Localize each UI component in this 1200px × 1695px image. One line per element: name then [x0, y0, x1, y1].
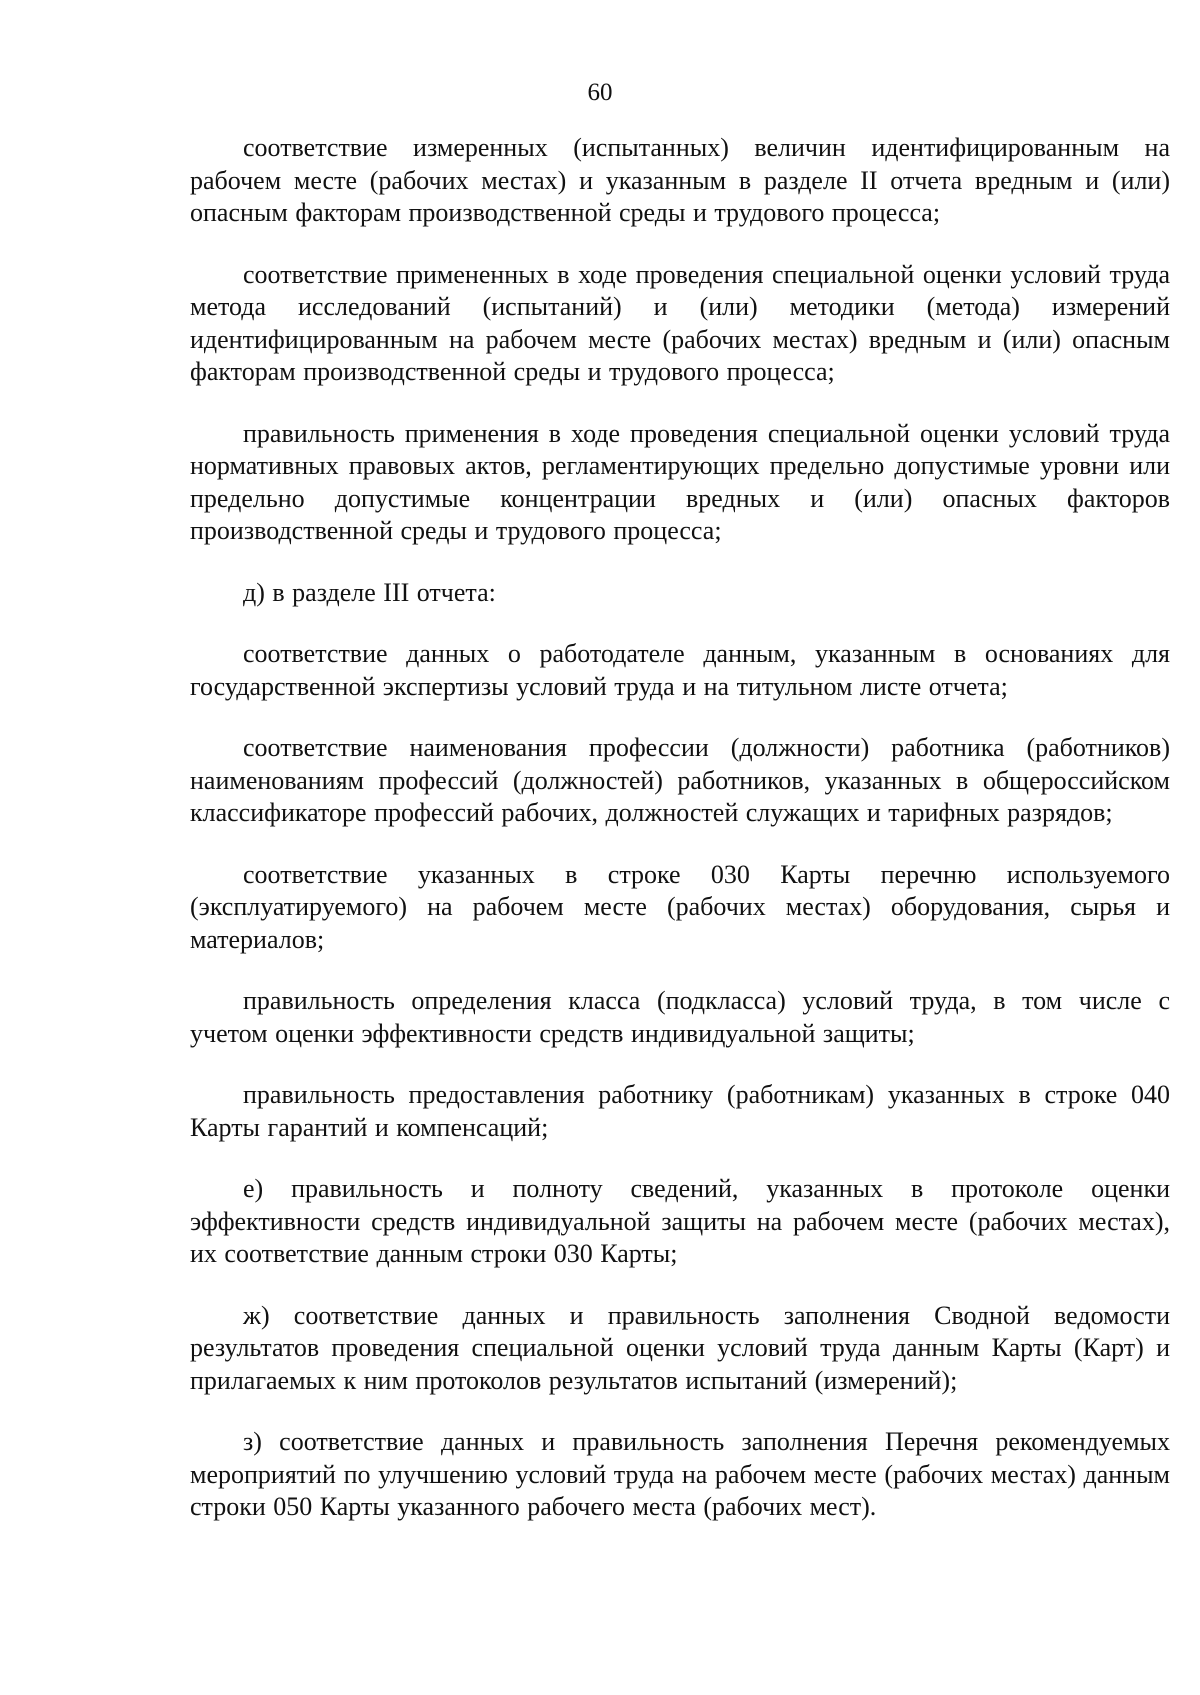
paragraph-9: правильность предоставления работнику (работникам) указанных в строке 040 Карты гарантий и компенсаций;: [190, 1080, 1170, 1142]
paragraph-8: правильность определения класса (подкласса) условий труда, в том числе с учетом оценки эффективности средств индивидуальной защиты;: [190, 986, 1170, 1048]
paragraph-1: соответствие измеренных (испытанных) величин идентифицированным на рабочем месте (рабочих местах) и указанным в разделе II отчета вредным и (или) опасным факторам производственной среды и трудового процесса;: [190, 133, 1170, 227]
paragraph-3: правильность применения в ходе проведения специальной оценки условий труда нормативных правовых актов, регламентирующих предельно допустимые уровни или предельно допустимые концентрации вредных и (или) опасных факторов производственной среды и трудового процесса;: [190, 418, 1170, 545]
paragraph-4: д) в разделе III отчета:: [243, 577, 496, 607]
paragraph-2: соответствие примененных в ходе проведения специальной оценки условий труда метода исследований (испытаний) и (или) методики (метода) измерений идентифицированным на рабочем месте (рабочих местах) вредным и (или) опасным факторам производственной среды и трудового процесса;: [190, 259, 1170, 386]
document-body: [190, 132, 1170, 1553]
paragraph-12: з) соответствие данных и правильность заполнения Перечня рекомендуемых мероприятий по улучшению условий труда на рабочем месте (рабочих местах) данным строки 050 Карты указанного рабочего места (рабочих мест).: [190, 1427, 1170, 1521]
paragraph-6: соответствие наименования профессии (должности) работника (работников) наименованиям профессий (должностей) работников, указанных в общероссийском классификаторе профессий рабочих, должностей служащих и тарифных разрядов;: [190, 733, 1170, 827]
paragraph-5: соответствие данных о работодателе данным, указанным в основаниях для государственной экспертизы условий труда и на титульном листе отчета;: [190, 639, 1170, 701]
paragraph-7: соответствие указанных в строке 030 Карты перечню используемого (эксплуатируемого) на рабочем месте (рабочих местах) оборудования, сырья и материалов;: [190, 859, 1170, 954]
paragraph-11: ж) соответствие данных и правильность заполнения Сводной ведомости результатов проведения специальной оценки условий труда данным Карты (Карт) и прилагаемых к ним протоколов результатов испытаний (измерений);: [190, 1300, 1170, 1395]
paragraph-10: е) правильность и полноту сведений, указанных в протоколе оценки эффективности средств индивидуальной защиты на рабочем месте (рабочих местах), их соответствие данным строки 030 Карты;: [190, 1174, 1170, 1268]
page-number: 60: [587, 79, 613, 106]
